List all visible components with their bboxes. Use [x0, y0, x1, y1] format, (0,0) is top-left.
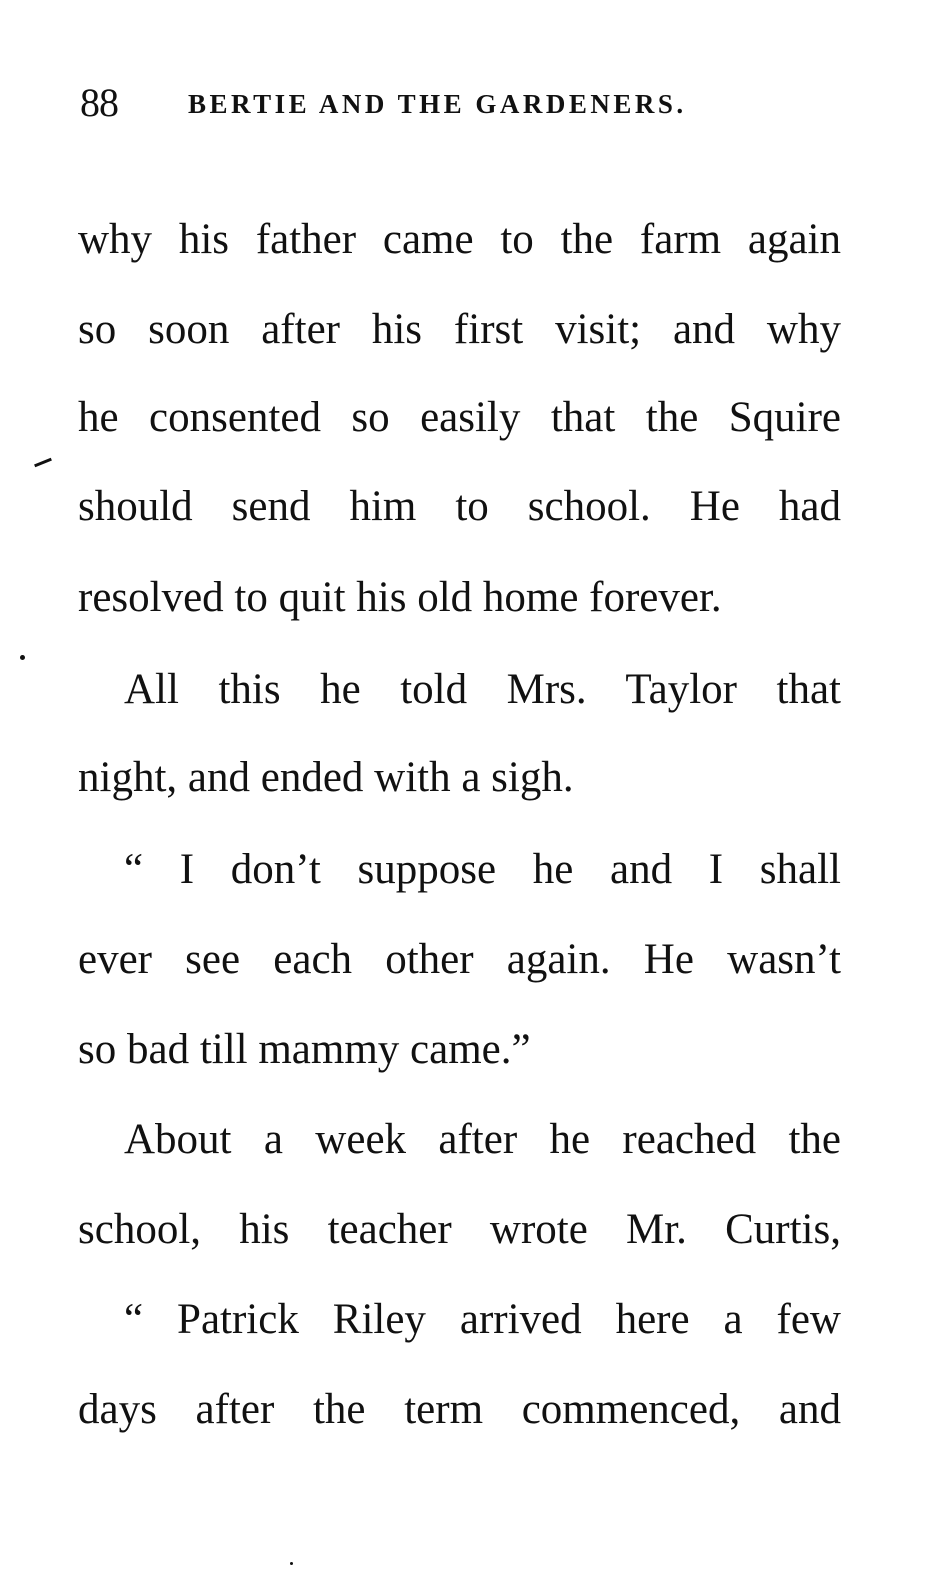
text-line: ever see each other again. He wasn’t	[78, 936, 841, 983]
text-line: “ Patrick Riley arrived here a few	[124, 1296, 841, 1343]
text-line: he consented so easily that the Squire	[78, 394, 841, 441]
text-line: why his father came to the farm again	[78, 216, 841, 263]
text-line: days after the term commenced, and	[78, 1386, 841, 1433]
text-line: “ I don’t suppose he and I shall	[124, 846, 841, 893]
text-line: so bad till mammy came.”	[78, 1026, 531, 1073]
text-line: should send him to school. He had	[78, 483, 841, 530]
text-line: About a week after he reached the	[124, 1116, 841, 1163]
text-line: school, his teacher wrote Mr. Curtis,	[78, 1206, 841, 1253]
margin-mark	[34, 458, 52, 468]
text-line: All this he told Mrs. Taylor that	[124, 666, 841, 713]
margin-dot	[20, 655, 25, 660]
text-line: night, and ended with a sigh.	[78, 754, 574, 801]
margin-dot	[290, 1562, 293, 1565]
text-line: resolved to quit his old home forever.	[78, 574, 722, 621]
text-line: so soon after his first visit; and why	[78, 306, 841, 353]
page-number: 88	[80, 80, 118, 125]
page-header	[80, 78, 880, 128]
running-head: BERTIE AND THE GARDENERS.	[188, 89, 687, 119]
